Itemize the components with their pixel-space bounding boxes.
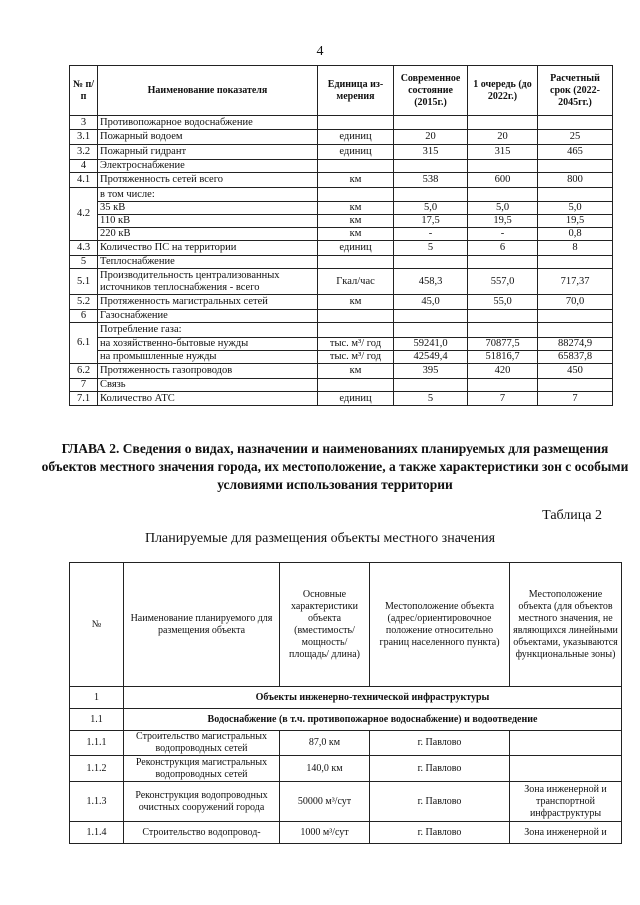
cell-current: 17,5	[394, 215, 468, 228]
cell-indicator: Потребление газа:	[98, 323, 318, 338]
cell-unit	[318, 116, 394, 130]
header-object-name: Наименование планируемого для размещения объекта	[124, 563, 280, 687]
cell-unit: км	[318, 295, 394, 310]
table1-body	[70, 116, 613, 406]
table-row	[70, 269, 613, 295]
table-row	[70, 351, 613, 364]
cell-functional-zone	[510, 731, 622, 756]
cell-current: 45,0	[394, 295, 468, 310]
table-row	[70, 782, 622, 822]
cell-current	[394, 323, 468, 338]
cell-first-stage: 5,0	[468, 202, 538, 215]
section-row	[70, 687, 622, 709]
cell-location: г. Павлово	[370, 782, 510, 822]
table-row	[70, 256, 613, 269]
cell-characteristics: 1000 м³/сут	[280, 822, 370, 844]
cell-first-stage	[468, 310, 538, 323]
cell-number: 1.1.3	[70, 782, 124, 822]
cell-number: 7.1	[70, 392, 98, 406]
cell-number: 6.2	[70, 364, 98, 379]
header-functional-zone: Местоположение объекта (для объектов местного значения, не являющихся линейными объектами, указываются функциональные зоны)	[510, 563, 622, 687]
cell-functional-zone: Зона инженерной и	[510, 822, 622, 844]
cell-current: 42549,4	[394, 351, 468, 364]
cell-calc-term: 800	[538, 173, 613, 188]
cell-unit: тыс. м³/ год	[318, 351, 394, 364]
cell-number: 5	[70, 256, 98, 269]
table-row	[70, 338, 613, 351]
cell-indicator: в том числе:	[98, 188, 318, 202]
page-number: 4	[316, 44, 324, 59]
cell-current	[394, 116, 468, 130]
cell-first-stage	[468, 379, 538, 392]
header-first-stage: 1 очередь (до 2022г.)	[468, 66, 538, 116]
cell-location: г. Павлово	[370, 756, 510, 782]
cell-unit: км	[318, 228, 394, 241]
cell-first-stage: 51816,7	[468, 351, 538, 364]
cell-calc-term	[538, 188, 613, 202]
cell-first-stage	[468, 256, 538, 269]
table-row	[70, 379, 613, 392]
cell-calc-term: 5,0	[538, 202, 613, 215]
cell-number: 6.1	[70, 323, 98, 364]
cell-first-stage	[468, 188, 538, 202]
cell-number: 4	[70, 160, 98, 173]
cell-first-stage	[468, 323, 538, 338]
cell-calc-term: 19,5	[538, 215, 613, 228]
subsection-row	[70, 709, 622, 731]
cell-first-stage: 20	[468, 130, 538, 145]
cell-current: 59241,0	[394, 338, 468, 351]
header-no: №	[70, 563, 124, 687]
cell-location: г. Павлово	[370, 731, 510, 756]
cell-object-name: Строительство магистральных водопроводных сетей	[124, 731, 280, 756]
table-row	[70, 822, 622, 844]
header-calc-term: Расчетный срок (2022-2045гг.)	[538, 66, 613, 116]
planned-objects-table	[69, 562, 622, 844]
cell-unit: км	[318, 364, 394, 379]
section-number: 1	[70, 687, 124, 709]
table-row	[70, 731, 622, 756]
cell-unit: Гкал/час	[318, 269, 394, 295]
cell-first-stage: 315	[468, 145, 538, 160]
cell-first-stage: 7	[468, 392, 538, 406]
header-current: Современное состояние (2015г.)	[394, 66, 468, 116]
table-row	[70, 215, 613, 228]
cell-location: г. Павлово	[370, 822, 510, 844]
subsection-title: Водоснабжение (в т.ч. противопожарное водоснабжение) и водоотведение	[124, 709, 622, 731]
cell-first-stage	[468, 160, 538, 173]
chapter-heading: ГЛАВА 2. Сведения о видах, назначении и наименованиях планируемых для размещения объектов местного значения города, их местоположение, а также характеристики зон с особыми условиями использования территории	[41, 441, 629, 492]
cell-indicator: Электроснабжение	[98, 160, 318, 173]
cell-indicator: 35 кВ	[98, 202, 318, 215]
cell-first-stage: 557,0	[468, 269, 538, 295]
cell-characteristics: 140,0 км	[280, 756, 370, 782]
cell-unit	[318, 160, 394, 173]
cell-first-stage: 55,0	[468, 295, 538, 310]
table-row	[70, 173, 613, 188]
cell-number: 5.1	[70, 269, 98, 295]
cell-object-name: Реконструкция магистральных водопроводных сетей	[124, 756, 280, 782]
table-row	[70, 188, 613, 202]
cell-current	[394, 310, 468, 323]
table-row	[70, 756, 622, 782]
cell-indicator: Протяженность сетей всего	[98, 173, 318, 188]
header-indicator: Наименование показателя	[98, 66, 318, 116]
cell-object-name: Строительство водопровод-	[124, 822, 280, 844]
cell-first-stage: 600	[468, 173, 538, 188]
cell-calc-term	[538, 160, 613, 173]
cell-number: 3	[70, 116, 98, 130]
cell-characteristics: 50000 м³/сут	[280, 782, 370, 822]
cell-unit: км	[318, 202, 394, 215]
cell-unit: единиц	[318, 130, 394, 145]
cell-unit: единиц	[318, 145, 394, 160]
cell-unit	[318, 188, 394, 202]
cell-number: 3.1	[70, 130, 98, 145]
cell-calc-term: 717,37	[538, 269, 613, 295]
table2-header-row	[70, 563, 622, 687]
cell-number: 5.2	[70, 295, 98, 310]
cell-calc-term: 88274,9	[538, 338, 613, 351]
cell-calc-term: 7	[538, 392, 613, 406]
table-number: Таблица 2	[542, 508, 602, 523]
table-row	[70, 160, 613, 173]
cell-calc-term	[538, 379, 613, 392]
cell-indicator: 110 кВ	[98, 215, 318, 228]
cell-current: 458,3	[394, 269, 468, 295]
cell-indicator: Количество АТС	[98, 392, 318, 406]
cell-current: 5,0	[394, 202, 468, 215]
cell-number: 1.1.2	[70, 756, 124, 782]
table-row	[70, 323, 613, 338]
table-row	[70, 202, 613, 215]
header-number: № п/п	[70, 66, 98, 116]
cell-indicator: Производительность централизованных источников теплоснабжения - всего	[98, 269, 318, 295]
cell-first-stage: 6	[468, 241, 538, 256]
cell-calc-term: 70,0	[538, 295, 613, 310]
cell-calc-term: 8	[538, 241, 613, 256]
table-row	[70, 130, 613, 145]
cell-number: 1.1.1	[70, 731, 124, 756]
cell-indicator: Протяженность магистральных сетей	[98, 295, 318, 310]
indicators-table	[69, 65, 613, 406]
cell-first-stage	[468, 116, 538, 130]
section-title: Объекты инженерно-технической инфраструктуры	[124, 687, 622, 709]
cell-current	[394, 160, 468, 173]
cell-functional-zone: Зона инженерной и транспортной инфраструктуры	[510, 782, 622, 822]
cell-number: 4.1	[70, 173, 98, 188]
cell-number: 1.1.4	[70, 822, 124, 844]
cell-current: -	[394, 228, 468, 241]
header-location: Местоположение объекта (адрес/ориентировочное положение относительно границ населенного пункта)	[370, 563, 510, 687]
cell-indicator: Пожарный гидрант	[98, 145, 318, 160]
cell-unit: км	[318, 173, 394, 188]
cell-number: 4.3	[70, 241, 98, 256]
cell-indicator: Противопожарное водоснабжение	[98, 116, 318, 130]
table-row	[70, 295, 613, 310]
header-unit: Единица из-мерения	[318, 66, 394, 116]
cell-unit: единиц	[318, 241, 394, 256]
cell-calc-term	[538, 116, 613, 130]
cell-calc-term: 25	[538, 130, 613, 145]
cell-current: 5	[394, 241, 468, 256]
cell-current	[394, 256, 468, 269]
cell-first-stage: 19,5	[468, 215, 538, 228]
cell-first-stage: 420	[468, 364, 538, 379]
cell-unit	[318, 379, 394, 392]
cell-number: 6	[70, 310, 98, 323]
cell-unit	[318, 310, 394, 323]
table-row	[70, 392, 613, 406]
cell-indicator: Количество ПС на территории	[98, 241, 318, 256]
table1-header-row	[70, 66, 613, 116]
cell-object-name: Реконструкция водопроводных очистных сооружений города	[124, 782, 280, 822]
table2-body	[70, 731, 622, 844]
cell-indicator: на хозяйственно-бытовые нужды	[98, 338, 318, 351]
cell-current: 5	[394, 392, 468, 406]
cell-indicator: Пожарный водоем	[98, 130, 318, 145]
table-row	[70, 364, 613, 379]
cell-calc-term	[538, 310, 613, 323]
cell-calc-term: 0,8	[538, 228, 613, 241]
cell-calc-term: 465	[538, 145, 613, 160]
cell-indicator: Протяженность газопроводов	[98, 364, 318, 379]
table-row	[70, 145, 613, 160]
table-row	[70, 228, 613, 241]
table-caption: Планируемые для размещения объекты местного значения	[144, 531, 496, 546]
table-row	[70, 310, 613, 323]
cell-unit: тыс. м³/ год	[318, 338, 394, 351]
cell-indicator: на промышленные нужды	[98, 351, 318, 364]
cell-current	[394, 188, 468, 202]
cell-current: 315	[394, 145, 468, 160]
cell-indicator: Газоснабжение	[98, 310, 318, 323]
cell-characteristics: 87,0 км	[280, 731, 370, 756]
cell-number: 3.2	[70, 145, 98, 160]
cell-first-stage: 70877,5	[468, 338, 538, 351]
cell-functional-zone	[510, 756, 622, 782]
cell-indicator: Теплоснабжение	[98, 256, 318, 269]
subsection-number: 1.1	[70, 709, 124, 731]
cell-unit	[318, 256, 394, 269]
cell-unit: единиц	[318, 392, 394, 406]
cell-calc-term: 450	[538, 364, 613, 379]
cell-current: 395	[394, 364, 468, 379]
cell-number: 4.2	[70, 188, 98, 241]
cell-unit: км	[318, 215, 394, 228]
cell-current: 538	[394, 173, 468, 188]
cell-current: 20	[394, 130, 468, 145]
table-row	[70, 116, 613, 130]
cell-unit	[318, 323, 394, 338]
header-characteristics: Основные характеристики объекта (вместимость/ мощность/ площадь/ длина)	[280, 563, 370, 687]
cell-first-stage: -	[468, 228, 538, 241]
cell-indicator: 220 кВ	[98, 228, 318, 241]
cell-indicator: Связь	[98, 379, 318, 392]
cell-number: 7	[70, 379, 98, 392]
cell-calc-term	[538, 323, 613, 338]
cell-current	[394, 379, 468, 392]
cell-calc-term	[538, 256, 613, 269]
table-row	[70, 241, 613, 256]
cell-calc-term: 65837,8	[538, 351, 613, 364]
